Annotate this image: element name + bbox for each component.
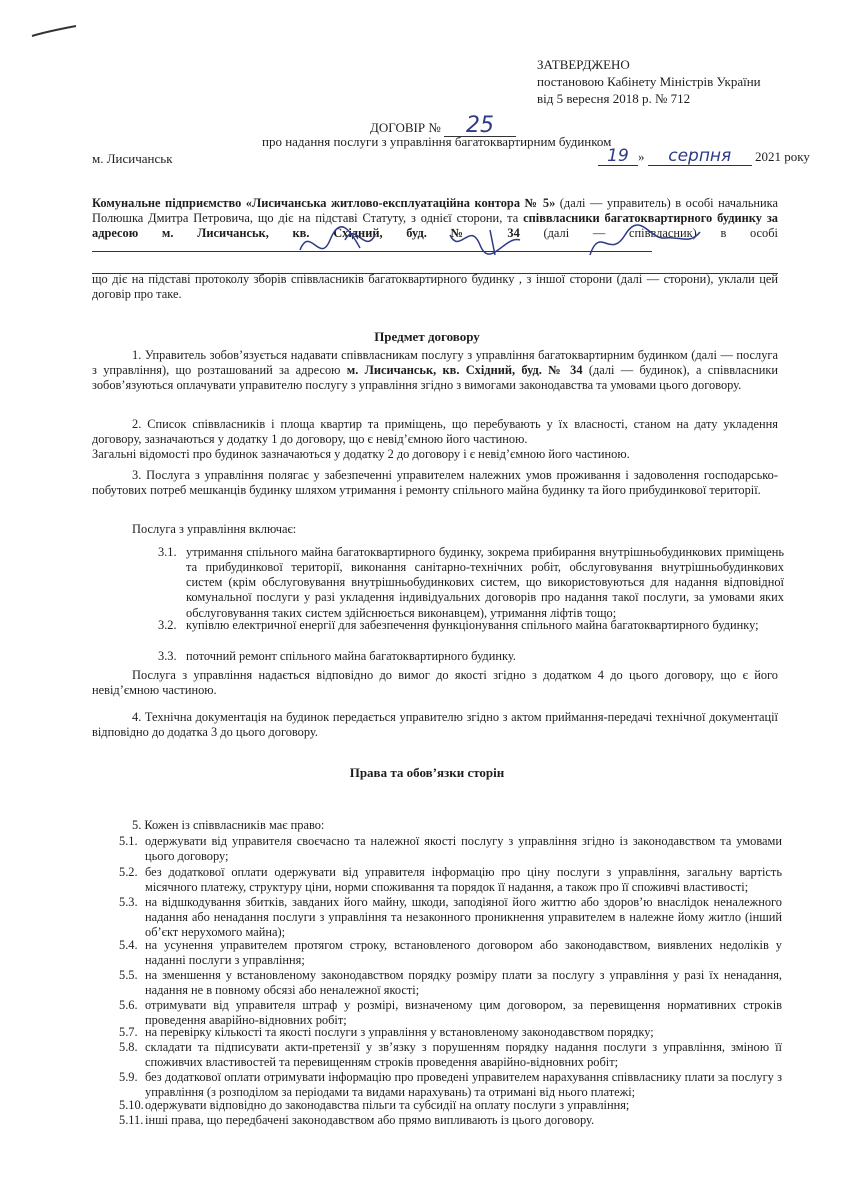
right-item-5-2 [119, 865, 782, 895]
item-number: 5.3. [119, 895, 138, 909]
right-item-5-6 [119, 998, 782, 1028]
contract-city: м. Лисичанськ [92, 151, 173, 166]
date-day-handwritten: 19 [607, 146, 629, 166]
item-text: одержувати від управителя своєчасно та належної якості послугу з управління згідно із законодавством та умовами цього договору; [145, 834, 782, 864]
right-item-5-11 [119, 1113, 782, 1128]
contract-subtitle: про надання послуги з управління багатоквартирним будинком [262, 134, 612, 149]
right-item-5-4 [119, 938, 782, 968]
item-number: 5.6. [119, 998, 138, 1012]
section-subject-heading: Предмет договору [374, 329, 480, 344]
item-number: 5.1. [119, 834, 138, 848]
item-text: купівлю електричної енергії для забезпечення функціонування спільного майна багатоквартирного будинку; [186, 618, 759, 632]
party-manager: Комунальне підприємство «Лисичанська житлово-експлуатаційна контора № 5» [92, 196, 556, 210]
service-item-3-1 [158, 545, 784, 621]
intro-text-2: (далі — співвласник) в особі [519, 226, 778, 241]
intro-text-1: (далі — управитель) в особі начальника Полюшка Дмитра Петровича, що діє на підставі Статуту, з однієї сторони, та [92, 196, 778, 226]
item-number: 5.5. [119, 968, 138, 982]
approval-stamp-text [537, 57, 761, 108]
item-number: 5.2. [119, 865, 138, 879]
service-item-3-2 [158, 618, 784, 633]
includes-label: Послуга з управління включає: [132, 522, 297, 536]
contract-number-handwritten: 25 [465, 113, 494, 138]
service-item-3-3 [158, 649, 784, 664]
item-number: 5.10. [119, 1098, 144, 1112]
date-year: 2021 року [755, 149, 810, 164]
approved-line-1: постановою Кабінету Міністрів України [537, 73, 761, 89]
item-text: на зменшення у встановленому законодавством порядку розміру плати за послугу з управління у разі їх ненадання, надання не в повному обсязі або неналежної якості; [145, 968, 782, 998]
right-item-5-8 [119, 1040, 782, 1070]
clause-2b: Загальні відомості про будинок зазначаються у додатку 2 до договору і є невід’ємною його частиною. [92, 447, 630, 461]
clause-4: 4. Технічна документація на будинок передається управителю згідно з актом приймання-передачі технічної документації відповідно до додатка 3 до цього договору. [92, 710, 778, 740]
item-number: 5.9. [119, 1070, 138, 1084]
item-number: 5.8. [119, 1040, 138, 1054]
item-text: утримання спільного майна багатоквартирного будинку, зокрема прибирання внутрішньобудинкових приміщень та прибудинкової території, виконання санітарно-технічних робіт, обслуговування внутрішньобудинкових систем (крім обслуговування внутрішньобудинкових систем, що використовуються для надання відповідної комунальної послуги у разі укладення індивідуальних договорів про надання такої послуги, за умовами яких обслуговування таких систем здійснюється виконавцем), утримання ліфтів тощо; [186, 545, 784, 620]
contract-date: 19 » серпня 2021 року [598, 148, 810, 166]
date-month-handwritten: серпня [668, 146, 732, 166]
pen-stroke-mark [30, 24, 78, 38]
right-item-5-1 [119, 834, 782, 864]
clause-3: 3. Послуга з управління полягає у забезпеченні управителем належних умов проживання і задоволення господарсько-побутових потреб мешканців будинку шляхом утримання і ремонту спільного майна будинку та його прибудинкової території. [92, 468, 778, 498]
signatures-handwritten [290, 210, 710, 270]
item-text: на перевірку кількості та якості послуги з управління у встановленому законодавством порядку; [145, 1025, 654, 1039]
right-item-5-3 [119, 895, 782, 940]
item-text: складати та підписувати акти-претензії у зв’язку з порушенням порядку надання послуги з управління, зміною її споживчих властивостей та перевищенням строків проведення аварійно-відновних робіт; [145, 1040, 782, 1070]
item-text: на відшкодування збитків, завданих його майну, шкоди, заподіяної його життю або здоров’ю внаслідок неналежного надання або ненадання послуги з управління та незаконного проникнення управителем в належне йому житло (інший об’єкт нерухомого майна); [145, 895, 782, 940]
item-number: 5.4. [119, 938, 138, 952]
item-number: 3.2. [158, 618, 177, 632]
item-text: одержувати відповідно до законодавства пільги та субсидії на оплату послуги з управління; [145, 1098, 630, 1112]
right-item-5-10 [119, 1098, 782, 1113]
contract-label: ДОГОВІР № [370, 120, 441, 135]
quality-paragraph: Послуга з управління надається відповідно до вимог до якості згідно з додатком 4 до цього договору, що є його невід’ємною частиною. [92, 668, 778, 698]
right-item-5-5 [119, 968, 782, 998]
clause-2: 2. Список співвласників і площа квартир та приміщень, що перебувають у їх власності, станом на дату укладення договору, зазначаються у додатку 1 до договору, що є невід’ємною його частиною. [92, 417, 778, 447]
party-coowners: співвласники багатоквартирного будинку за адресою м. Лисичанськ, кв. Східний, буд. № 34 [92, 211, 779, 241]
intro-closing: що діє на підставі протоколу зборів співвласників багатоквартирного будинку , з іншої сторони (далі — сторони), уклали цей договір про таке. [92, 272, 778, 302]
approved-title: ЗАТВЕРДЖЕНО [537, 57, 630, 72]
item-text: отримувати від управителя штраф у розмірі, визначеному цим договором, за перевищення нормативних строків проведення аварійно-відновних робіт; [145, 998, 782, 1028]
item-text: інші права, що передбачені законодавством або прямо випливають із цього договору. [145, 1113, 595, 1127]
item-number: 3.3. [158, 649, 177, 663]
item-number: 5.11. [119, 1113, 144, 1127]
item-number: 3.1. [158, 545, 177, 559]
section-rights-heading: Права та обов’язки сторін [349, 765, 505, 780]
clause-5: 5. Кожен із співвласників має право: [132, 818, 325, 832]
right-item-5-7 [119, 1025, 782, 1040]
item-text: без додаткової оплати одержувати від управителя інформацію про ціну послуги з управління, загальну вартість місячного платежу, структуру ціни, норми споживання та порядок її надання, а також про її споживчі властивості; [145, 865, 782, 895]
right-item-5-9 [119, 1070, 782, 1100]
item-number: 5.7. [119, 1025, 138, 1039]
item-text: поточний ремонт спільного майна багатоквартирного будинку. [186, 649, 516, 663]
item-text: на усунення управителем протягом строку, встановленого договором або законодавством, виявлених недоліків у наданні послуги з управління; [145, 938, 782, 968]
item-text: без додаткової оплати отримувати інформацію про проведені управителем нарахування співвласнику плати за послугу з управління (з розподілом за періодами та видами нарахувань) та отримані від нього платежі; [145, 1070, 782, 1100]
clause-1: 1. Управитель зобов’язується надавати співвласникам послугу з управління багатоквартирним будинком (далі — послуга з управління), що розташований за адресою м. Лисичанськ, кв. Східний, буд. № 34 (далі — будинок), а співвласники зобов’язуються оплачувати управителю послугу з управління згідно з вимогами законодавства та умовами цього договору. [92, 348, 779, 393]
approved-line-2: від 5 вересня 2018 р. № 712 [537, 90, 691, 106]
